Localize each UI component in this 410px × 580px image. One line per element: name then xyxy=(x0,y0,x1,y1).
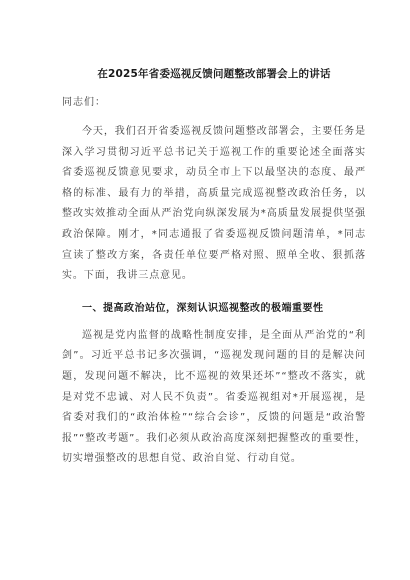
document-title: 在2025年省委巡视反馈问题整改部署会上的讲话 xyxy=(97,68,331,80)
salutation: 同志们： xyxy=(62,97,106,108)
section-heading-1: 一、提高政治站位，深刻认识巡视整改的极端重要性 xyxy=(82,302,324,314)
paragraph-intro: 今天，我们召开省委巡视反馈问题整改部署会，主要任务是深入学习贯彻习近平总书记关于巡视工作的重要论述全面落实省委巡视反馈意见要求，动员全市上下以最坚决的态度、最严格的标准、最有力的举措，高质量完成巡视整改政治任务，以整改实效推动全面从严治党向纵深发展为*高质量发展提供坚强政治保障。刚才，*同志通报了省委巡视反馈问题清单，*同志宣读了整改方案，各责任单位要严格对照、照单全收、狠抓落实。下面，我讲三点意见。 xyxy=(62,126,366,282)
paragraph-section-1: 巡视是党内监督的战略性制度安排，是全面从严治党的“利剑”。习近平总书记多次强调，“巡视发现问题的目的是解决问题，发现问题不解决，比不巡视的效果还坏”“整改不落实，就是对党不忠诚、对人民不负责”。省委巡视组对*开展巡视，是省委对我们的“政治体检”“综合会诊”，反馈的问题是“政治警报”“整改考题”。我们必须从政治高度深刻把握整改的重要性，切实增强整改的思想自觉、政治自觉、行动自觉。 xyxy=(62,329,366,465)
